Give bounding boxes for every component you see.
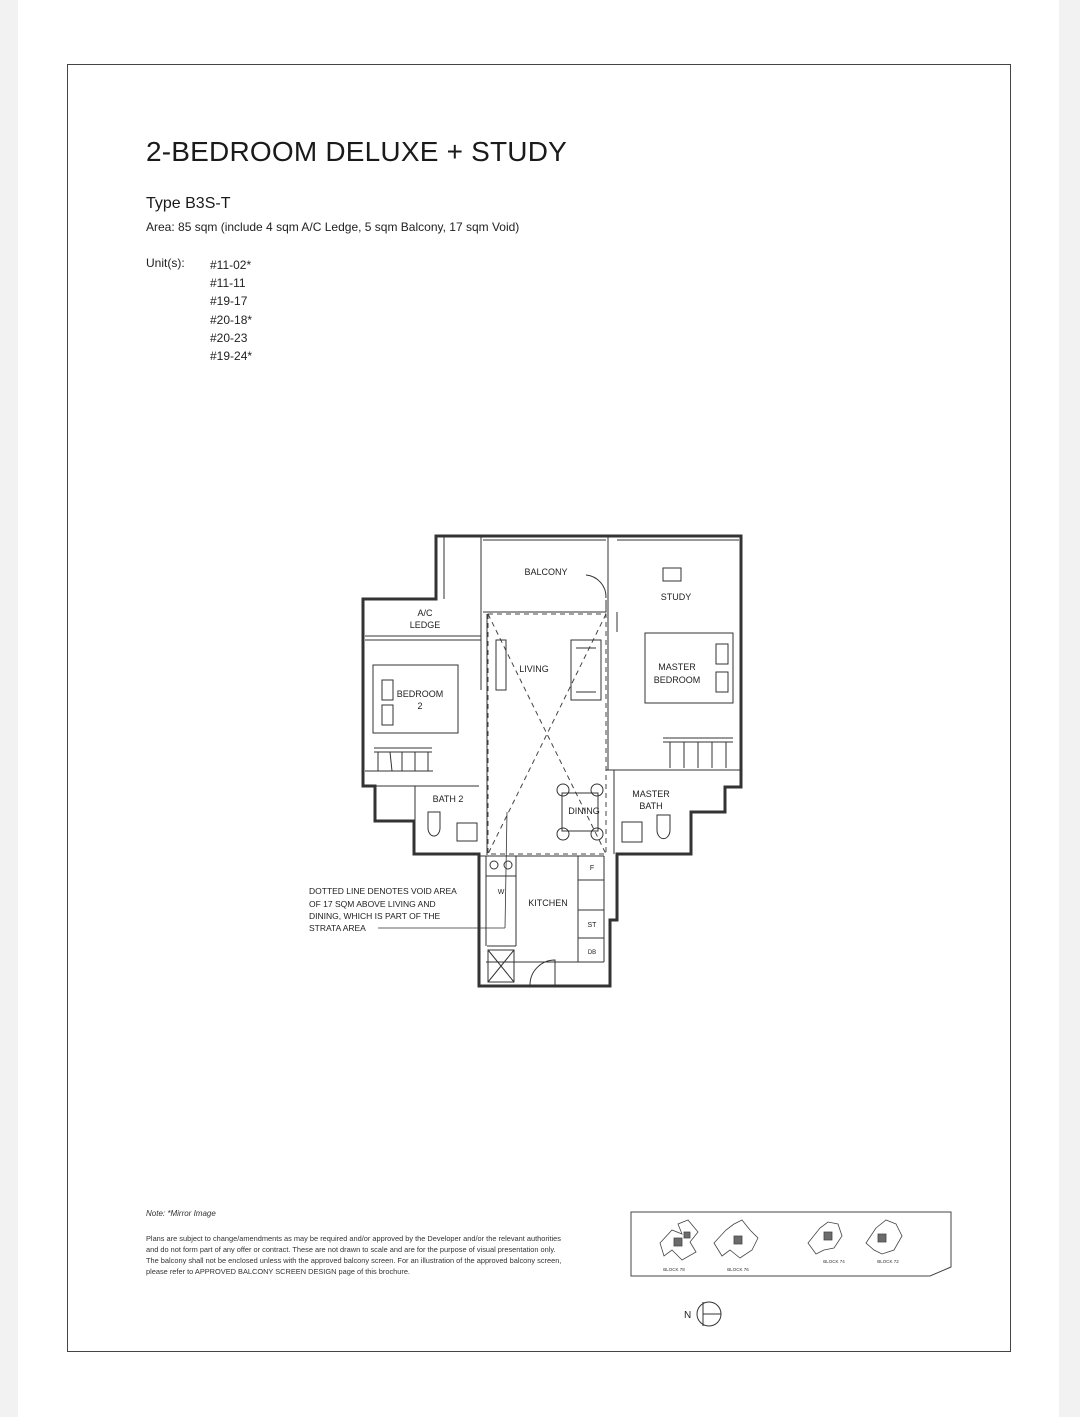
disclaimer-line: Plans are subject to change/amendments as may be required and/or approved by the Developer and/or the relevant authorities: [146, 1234, 561, 1243]
shower-cross: [488, 950, 514, 982]
pillow: [382, 680, 393, 725]
north-arrow: [683, 1298, 727, 1332]
disclaimer-line: The balcony shall not be enclosed unless with the approved balcony screen. For an illustration of the approved balcony screen,: [146, 1256, 562, 1265]
block-74-icon: [808, 1222, 842, 1254]
void-note-line: STRATA AREA: [309, 923, 366, 933]
room-label-fridge: F: [589, 865, 595, 872]
disclaimer-line: please refer to APPROVED BALCONY SCREEN DESIGN page of this brochure.: [146, 1267, 410, 1276]
room-label-bedroom2: BEDROOM: [396, 689, 444, 699]
hob: [504, 861, 512, 869]
balcony-outline: [444, 536, 739, 612]
north-label: N: [684, 1310, 692, 1321]
void-note-line: DOTTED LINE DENOTES VOID AREA: [309, 886, 457, 896]
block-label: BLOCK 76: [727, 1267, 749, 1272]
void-note-line: DINING, WHICH IS PART OF THE: [309, 911, 441, 921]
toilet: [428, 812, 440, 836]
sofa: [571, 640, 601, 700]
unit-number: #20-18*: [210, 312, 253, 327]
door-swing: [586, 575, 606, 598]
room-label-washer: W: [497, 889, 505, 896]
room-label-master-bath: MASTER: [632, 789, 670, 799]
unit-number: #19-17: [210, 294, 248, 309]
unit-type: Type B3S-T: [146, 195, 231, 212]
room-label-kitchen: KITCHEN: [528, 898, 568, 908]
basin: [457, 823, 477, 841]
room-label-db: DB: [587, 950, 597, 956]
room-label-master-bedroom: MASTER: [658, 662, 696, 672]
area-description: Area: 85 sqm (include 4 sqm A/C Ledge, 5 sqm Balcony, 17 sqm Void): [146, 220, 520, 234]
mirror-image-note: Note: *Mirror Image: [146, 1209, 216, 1218]
unit-number: #19-24*: [210, 349, 253, 364]
room-label-store: ST: [587, 922, 597, 929]
master-wall: [606, 612, 740, 770]
study-desk: [663, 568, 681, 581]
room-label-bath2: BATH 2: [432, 794, 464, 804]
wardrobe: [663, 738, 733, 768]
toilet: [657, 815, 670, 839]
unit-number: #11-02*: [210, 258, 252, 272]
floor-plan: [300, 525, 750, 995]
hob: [490, 861, 498, 869]
room-label-bedroom2: 2: [417, 701, 423, 711]
units-list: [210, 256, 252, 365]
chair: [591, 784, 603, 796]
disclaimer-line: and do not form part of any offer or contract. These are not drawn to scale and are for the purpose of visual presentation only.: [146, 1245, 556, 1254]
units-label: Unit(s):: [146, 256, 185, 270]
unit-number: #20-23: [210, 330, 248, 345]
pillow: [716, 644, 728, 692]
kitchen-wall: [479, 856, 604, 962]
wardrobe: [374, 748, 432, 771]
block-label: BLOCK 74: [823, 1259, 845, 1264]
bed: [373, 665, 458, 733]
block-label: BLOCK 72: [877, 1259, 899, 1264]
chair: [591, 828, 603, 840]
room-label-living: LIVING: [519, 664, 549, 674]
compass-icon: [697, 1302, 721, 1326]
room-label-ac-ledge: LEDGE: [409, 620, 441, 630]
room-label-master-bath: BATH: [639, 801, 663, 811]
room-label-balcony: BALCONY: [524, 567, 568, 577]
void-note-line: OF 17 SQM ABOVE LIVING AND: [309, 899, 436, 909]
basin: [622, 822, 642, 842]
unit-number: #11-11: [210, 276, 246, 291]
block-label: BLOCK 78: [663, 1267, 685, 1272]
room-label-study: STUDY: [660, 592, 692, 602]
door-swing: [530, 960, 555, 985]
disclaimer: [146, 1233, 616, 1277]
block-72-icon: [866, 1220, 902, 1254]
chair: [557, 784, 569, 796]
chair: [557, 828, 569, 840]
leader-line: [505, 812, 507, 928]
room-label-master-bedroom: BEDROOM: [653, 675, 701, 685]
room-label-ac-ledge: A/C: [417, 608, 433, 618]
block-76-icon: [714, 1220, 758, 1258]
key-plan: [630, 1210, 955, 1280]
block-78-icon: [660, 1220, 698, 1260]
page-title: 2-BEDROOM DELUXE + STUDY: [146, 136, 567, 167]
room-label-dining: DINING: [568, 806, 600, 816]
